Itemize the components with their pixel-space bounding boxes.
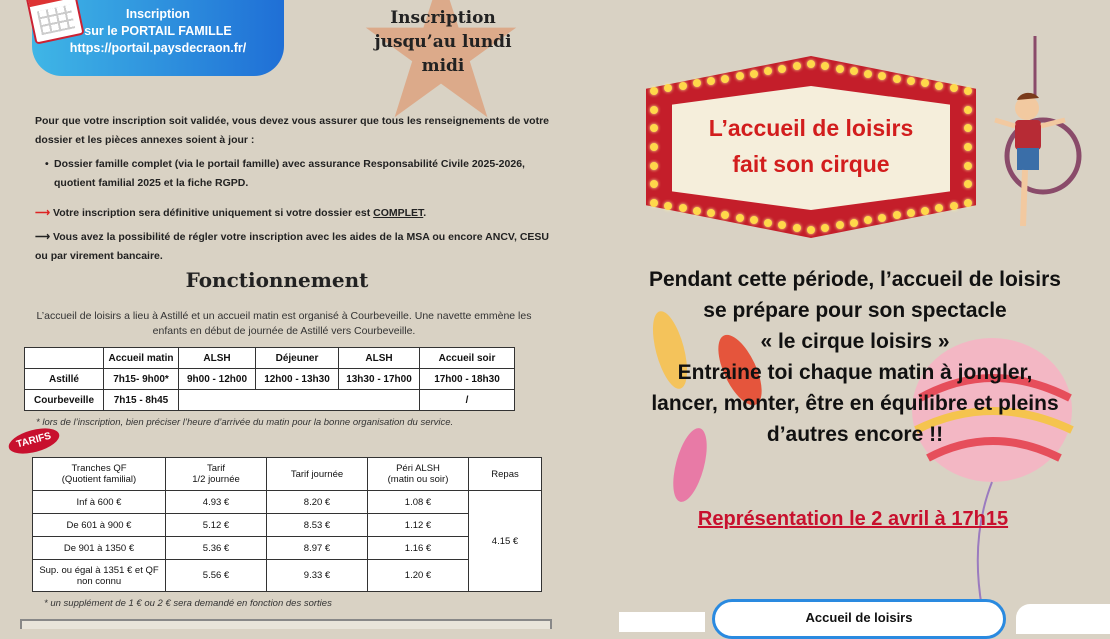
table-cell: 5.56 € (166, 560, 267, 592)
table-cell: Sup. ou égal à 1351 € et QF non connu (33, 560, 166, 592)
arrow-line-2 (35, 228, 549, 266)
table-cell: 12h00 - 13h30 (256, 369, 339, 390)
intro-bullet: • Dossier famille complet (via le portail famille) avec assurance Responsabilité Civile 2025-2026, quotient familial 2025 et la fiche RGPD. (45, 155, 549, 193)
light-bulb-icon (679, 82, 687, 90)
fonctionnement-description: L’accueil de loisirs a lieu à Astillé et un accueil matin est organisé à Courbeveille. Une navette emmène les enfants en début de journée de Astillé vers Courbeveille. (36, 310, 532, 337)
light-bulb-icon (750, 70, 758, 78)
program-line: Pendant cette période, l’accueil de loisirs (649, 268, 1061, 291)
table-row (33, 491, 542, 514)
table-header: ALSH (339, 348, 420, 369)
light-bulb-icon (950, 202, 958, 210)
portal-line1: Inscription (126, 7, 190, 21)
logo-right (1016, 604, 1110, 634)
accueil-box: Accueil de loisirs (712, 599, 1006, 639)
table-header: Déjeuner (256, 348, 339, 369)
table-cell: 1.20 € (368, 560, 469, 592)
table-cell: De 901 à 1350 € (33, 537, 166, 560)
light-bulb-icon (793, 224, 801, 232)
program-line: d’autres encore !! (766, 423, 944, 446)
table-cell: 1.08 € (368, 491, 469, 514)
schedule-footnote: * lors de l’inscription, bien préciser l’heure d’arrivée du matin pour la bonne organisation du service. (36, 417, 454, 428)
light-bulb-icon (807, 226, 815, 234)
table-cell: 9h00 - 12h00 (179, 369, 256, 390)
table-cell: De 601 à 900 € (33, 514, 166, 537)
tarifs-table (32, 457, 542, 592)
program-line: Entraine toi chaque matin à jongler, (677, 361, 1033, 384)
table-header: Repas (469, 458, 542, 491)
table-cell (179, 390, 420, 411)
light-bulb-icon (664, 202, 672, 210)
light-bulb-icon (964, 87, 972, 95)
table-row (25, 390, 515, 411)
light-bulb-icon (950, 84, 958, 92)
table-row (33, 560, 542, 592)
light-bulb-icon (907, 209, 915, 217)
marquee-title (672, 110, 950, 182)
red-arrow-icon: ⟶ (35, 207, 51, 219)
table-cell: 5.36 € (166, 537, 267, 560)
light-bulb-icon (836, 221, 844, 229)
light-bulb-icon (964, 106, 972, 114)
arrow-line-1 (35, 204, 549, 223)
table-cell: 5.12 € (166, 514, 267, 537)
program-line: « le cirque loisirs » (760, 330, 950, 353)
light-bulb-icon (864, 70, 872, 78)
portal-url[interactable]: https://portail.paysdecraon.fr/ (69, 41, 247, 55)
table-cell: 7h15 - 8h45 (104, 390, 179, 411)
black-arrow-icon: ⟶ (35, 231, 51, 243)
table-header: ALSH (179, 348, 256, 369)
light-bulb-icon (921, 207, 929, 215)
fonctionnement-title: Fonctionnement (185, 268, 369, 292)
light-bulb-icon (850, 219, 858, 227)
table-header: Tranches QF (Quotient familial) (33, 458, 166, 491)
acrobat-icon (985, 36, 1085, 236)
table-header: Accueil matin (104, 348, 179, 369)
table-cell: 9.33 € (267, 560, 368, 592)
table-cell: Astillé (25, 369, 104, 390)
table-header: Tarif journée (267, 458, 368, 491)
table-cell: 4.93 € (166, 491, 267, 514)
light-bulb-icon (693, 207, 701, 215)
table-cell: 4.15 € (469, 491, 542, 592)
table-cell: Courbeveille (25, 390, 104, 411)
logo-left (619, 612, 705, 632)
light-bulb-icon (650, 162, 658, 170)
table-cell: Inf à 600 € (33, 491, 166, 514)
tarifs-footnote: * un supplément de 1 € ou 2 € sera demandé en fonction des sorties (44, 598, 332, 609)
light-bulb-icon (964, 143, 972, 151)
light-bulb-icon (679, 204, 687, 212)
light-bulb-icon (907, 77, 915, 85)
light-bulb-icon (836, 65, 844, 73)
arrow2-text: Vous avez la possibilité de régler votre inscription avec les aides de la MSA ou encore ANCV, CESU ou par virement bancaire. (35, 231, 549, 262)
arrow1-prefix: Votre inscription sera définitive uniquement si votre dossier est (52, 207, 374, 219)
table-row (33, 514, 542, 537)
program-text (596, 264, 1110, 450)
intro-paragraph: Pour que votre inscription soit validée, vous devez vous assurer que tous les renseignements de votre dossier et les pièces annexes soient à jour : (35, 115, 549, 146)
tarifs-badge: TARIFS (6, 424, 62, 459)
light-bulb-icon (736, 214, 744, 222)
portal-line2: sur le PORTAIL FAMILLE (84, 24, 232, 38)
light-bulb-icon (821, 224, 829, 232)
light-bulb-icon (650, 106, 658, 114)
table-cell: 13h30 - 17h00 (339, 369, 420, 390)
table-row (33, 537, 542, 560)
light-bulb-icon (650, 143, 658, 151)
table-row (33, 458, 542, 491)
table-cell: 1.16 € (368, 537, 469, 560)
deadline-line2: jusqu’au lundi (374, 32, 512, 52)
marquee-line2: fait son cirque (732, 151, 890, 177)
light-bulb-icon (721, 75, 729, 83)
program-line: se prépare pour son spectacle (703, 299, 1007, 322)
light-bulb-icon (964, 162, 972, 170)
table-cell: 1.12 € (368, 514, 469, 537)
table-row (25, 369, 515, 390)
light-bulb-icon (807, 60, 815, 68)
marquee-line1: L’accueil de loisirs (708, 115, 914, 141)
table-cell (25, 348, 104, 369)
arrow1-emph: COMPLET (373, 207, 424, 219)
light-bulb-icon (736, 72, 744, 80)
table-cell: 8.20 € (267, 491, 368, 514)
arrow1-suffix: . (423, 207, 427, 219)
table-cell: 7h15- 9h00* (104, 369, 179, 390)
table-header: Accueil soir (420, 348, 515, 369)
deadline-line1: Inscription (390, 8, 496, 28)
representation-date: Représentation le 2 avril à 17h15 (697, 508, 1009, 530)
table-cell: 17h00 - 18h30 (420, 369, 515, 390)
table-header: Péri ALSH (matin ou soir) (368, 458, 469, 491)
table-row (25, 348, 515, 369)
deadline-line3: midi (421, 56, 465, 76)
table-cell: 8.53 € (267, 514, 368, 537)
program-line: lancer, monter, être en équilibre et pleins (651, 392, 1059, 415)
light-bulb-icon (650, 87, 658, 95)
table-header: Tarif 1/2 journée (166, 458, 267, 491)
table-cell: 8.97 € (267, 537, 368, 560)
intro-bullet-text: Dossier famille complet (via le portail famille) avec assurance Responsabilité Civile 2025-2026, quotient familial 2025 et la fiche RGPD. (54, 158, 525, 189)
schedule-table (24, 347, 515, 411)
deadline-text (372, 6, 514, 78)
table-cell: / (420, 390, 515, 411)
light-bulb-icon (893, 75, 901, 83)
light-bulb-icon (764, 219, 772, 227)
light-bulb-icon (707, 209, 715, 217)
bottom-frame (20, 619, 552, 629)
